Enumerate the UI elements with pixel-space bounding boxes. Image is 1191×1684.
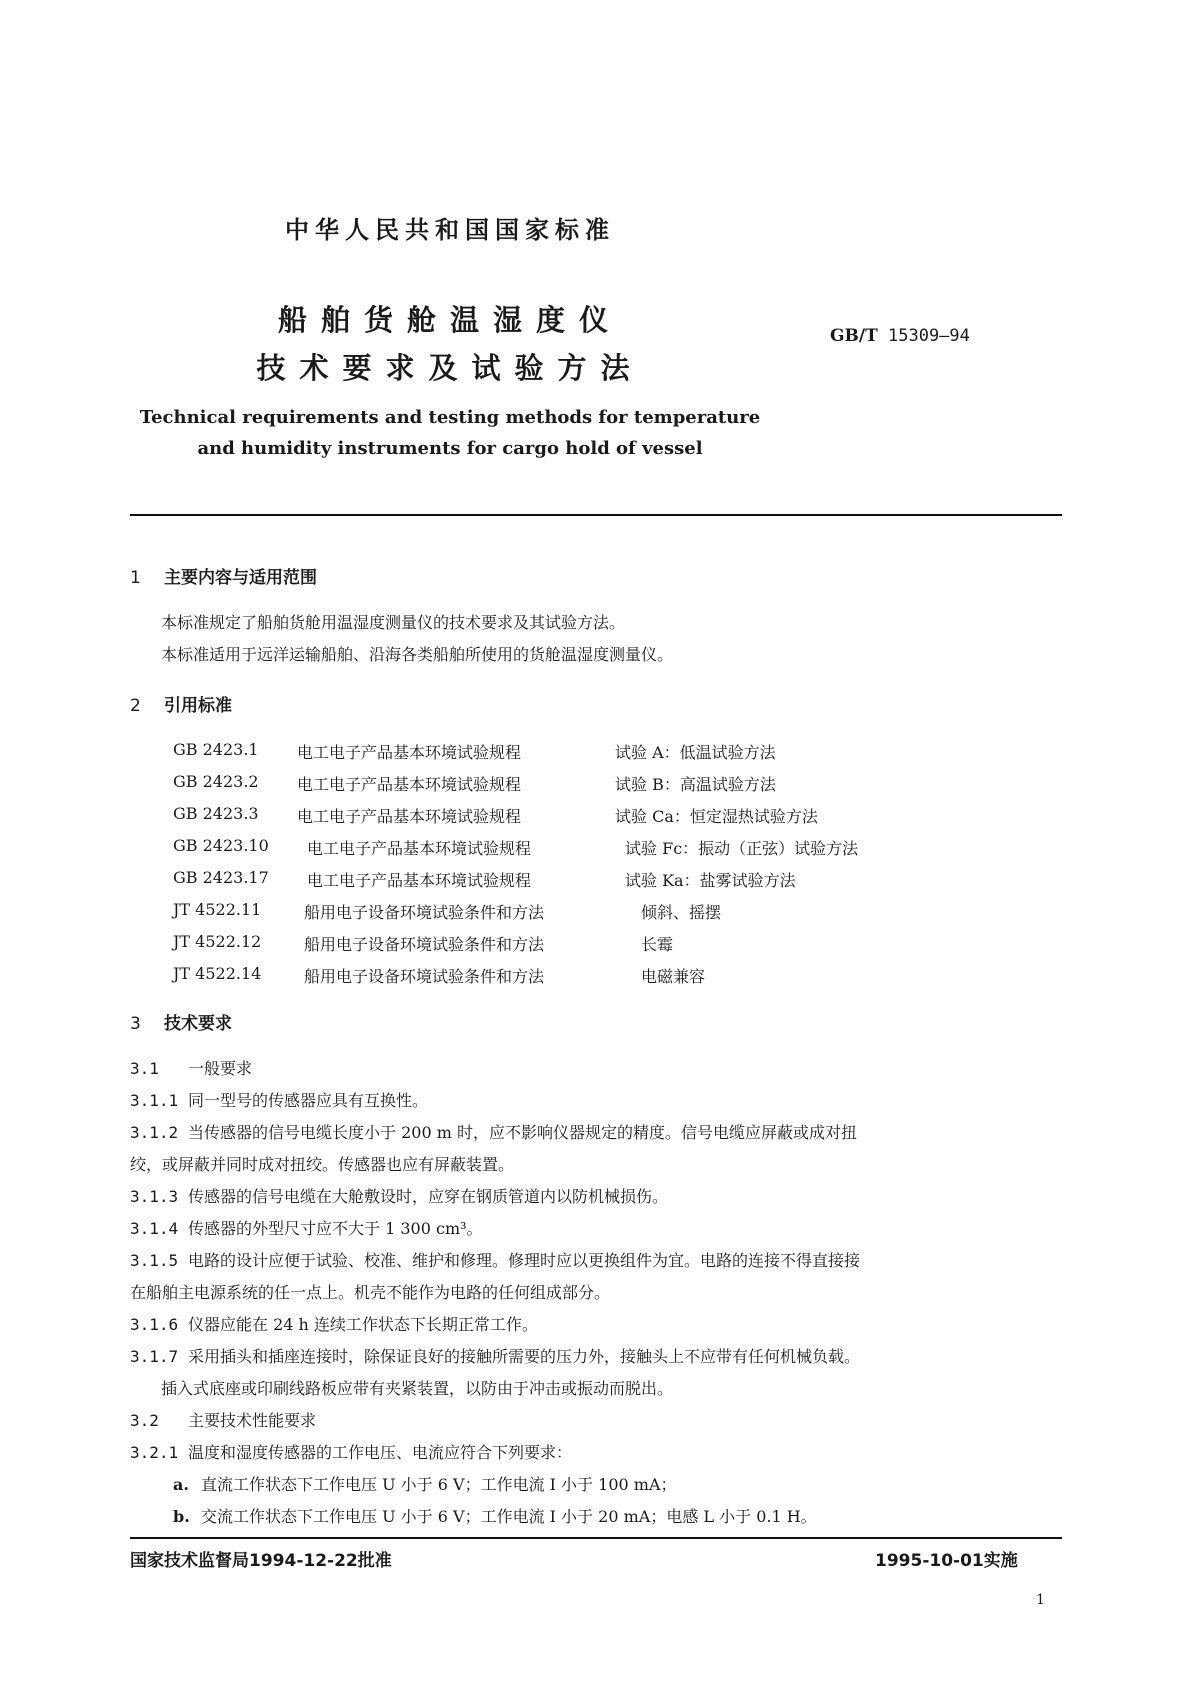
clause-number: 3.2.1 — [130, 1443, 179, 1462]
clause-number: 3.1 — [130, 1059, 159, 1078]
clause-text: 采用插头和插座连接时，除保证良好的接触所需要的压力外，接触头上不应带有任何机械负载。 — [188, 1347, 861, 1366]
english-title-line1: Technical requirements and testing methods for temperature — [139, 407, 761, 428]
footer-divider — [130, 1537, 1062, 1539]
section-title: 主要内容与适用范围 — [164, 568, 317, 588]
clause-text: 电路的设计应便于试验、校准、维护和修理。修理时应以更换组件为宜。电路的连接不得直接接 — [188, 1251, 861, 1270]
reference-name: 电工电子产品基本环境试验规程 — [297, 775, 522, 794]
clause-number: 3.1.1 — [130, 1091, 179, 1110]
paragraph: 本标准适用于远洋运输船舶、沿海各类船舶所使用的货舱温湿度测量仪。 — [161, 645, 674, 664]
english-title-line2: and humidity instruments for cargo hold of vessel — [197, 438, 703, 459]
clause-3-1-7-continued: 插入式底座或印刷线路板应带有夹紧装置，以防由于冲击或振动而脱出。 — [161, 1379, 674, 1398]
reference-test: 试验 Fc：振动（正弦）试验方法 — [625, 839, 859, 858]
approval-date: 国家技术监督局1994-12-22批准 — [130, 1551, 392, 1571]
clause-number: 3.1.6 — [130, 1315, 179, 1334]
clause-text: 温度和湿度传感器的工作电压、电流应符合下列要求： — [188, 1443, 573, 1462]
reference-test: 长霉 — [641, 935, 674, 954]
reference-name: 电工电子产品基本环境试验规程 — [297, 743, 522, 762]
reference-name: 电工电子产品基本环境试验规程 — [307, 871, 532, 890]
reference-code: GB 2423.2 — [173, 772, 259, 791]
list-item-b — [173, 1504, 817, 1527]
clause-text: 主要技术性能要求 — [188, 1411, 317, 1430]
reference-name: 船用电子设备环境试验条件和方法 — [304, 967, 545, 986]
header-divider — [130, 514, 1062, 516]
clause-3-1-5-continued: 在船舶主电源系统的任一点上。机壳不能作为电路的任何组成部分。 — [130, 1283, 611, 1302]
clause-number: 3.2 — [130, 1411, 159, 1430]
clause-text: 当传感器的信号电缆长度小于 200 m 时，应不影响仪器规定的精度。信号电缆应屏蔽或成对扭 — [188, 1123, 857, 1142]
section-number: 2 — [130, 696, 141, 716]
clause-3-2 — [130, 1408, 316, 1431]
section-title: 引用标准 — [164, 696, 232, 716]
paragraph: 本标准规定了船舶货舱用温湿度测量仪的技术要求及其试验方法。 — [161, 613, 626, 632]
reference-test: 试验 B：高温试验方法 — [615, 775, 776, 794]
clause-number: 3.1.3 — [130, 1187, 179, 1206]
document-title-line1: 船舶货舱温湿度仪 — [277, 303, 622, 337]
reference-code: JT 4522.14 — [173, 964, 262, 983]
clause-number: 3.1.5 — [130, 1251, 179, 1270]
clause-text: 仪器应能在 24 h 连续工作状态下长期正常工作。 — [188, 1315, 538, 1334]
reference-code: JT 4522.11 — [173, 900, 262, 919]
item-label: a. — [173, 1475, 189, 1494]
reference-test: 电磁兼容 — [641, 967, 706, 986]
clause-text: 传感器的外型尺寸应不大于 1 300 cm³。 — [188, 1219, 483, 1238]
reference-name: 电工电子产品基本环境试验规程 — [297, 807, 522, 826]
reference-test: 倾斜、摇摆 — [641, 903, 722, 922]
standard-prefix: GB/T — [830, 326, 878, 346]
list-item-a — [173, 1472, 677, 1495]
reference-test: 试验 A：低温试验方法 — [615, 743, 776, 762]
section-number: 1 — [130, 568, 141, 588]
reference-code: GB 2423.10 — [173, 836, 269, 855]
section-number: 3 — [130, 1014, 141, 1034]
clause-text: 传感器的信号电缆在大舱敷设时，应穿在钢质管道内以防机械损伤。 — [188, 1187, 669, 1206]
page-number: 1 — [1036, 1592, 1045, 1608]
clause-number: 3.1.4 — [130, 1219, 179, 1238]
item-text: 直流工作状态下工作电压 U 小于 6 V；工作电流 I 小于 100 mA； — [201, 1475, 677, 1494]
clause-number: 3.1.7 — [130, 1347, 179, 1366]
section-3-heading — [130, 1009, 232, 1034]
reference-code: GB 2423.1 — [173, 740, 259, 759]
reference-name: 船用电子设备环境试验条件和方法 — [304, 935, 545, 954]
reference-test: 试验 Ka：盐雾试验方法 — [625, 871, 796, 890]
reference-code: JT 4522.12 — [173, 932, 262, 951]
section-title: 技术要求 — [164, 1014, 232, 1034]
section-2-heading — [130, 691, 232, 716]
reference-code: GB 2423.17 — [173, 868, 269, 887]
reference-name: 船用电子设备环境试验条件和方法 — [304, 903, 545, 922]
reference-name: 电工电子产品基本环境试验规程 — [307, 839, 532, 858]
standard-code: 15309—94 — [888, 326, 970, 346]
clause-3-1-2 — [130, 1120, 857, 1143]
standard-number — [830, 326, 970, 346]
clause-3-2-1 — [130, 1440, 572, 1463]
clause-3-1-4 — [130, 1216, 483, 1239]
item-label: b. — [173, 1507, 190, 1526]
clause-number: 3.1.2 — [130, 1123, 179, 1142]
clause-3-1-7 — [130, 1344, 860, 1367]
clause-3-1-3 — [130, 1184, 668, 1207]
reference-test: 试验 Ca：恒定湿热试验方法 — [615, 807, 818, 826]
clause-3-1-2-continued: 绞，或屏蔽并同时成对扭绞。传感器也应有屏蔽装置。 — [130, 1155, 515, 1174]
document-title-line2: 技术要求及试验方法 — [256, 351, 644, 385]
reference-code: GB 2423.3 — [173, 804, 259, 823]
clause-text: 同一型号的传感器应具有互换性。 — [188, 1091, 429, 1110]
clause-3-1-1 — [130, 1088, 428, 1111]
item-text: 交流工作状态下工作电压 U 小于 6 V；工作电流 I 小于 20 mA；电感 L 小于 0.1 H。 — [201, 1507, 817, 1526]
national-standard-heading: 中华人民共和国国家标准 — [285, 216, 615, 244]
clause-3-1-5 — [130, 1248, 860, 1271]
effective-date: 1995-10-01实施 — [875, 1551, 1018, 1571]
clause-text: 一般要求 — [188, 1059, 253, 1078]
clause-3-1 — [130, 1056, 252, 1079]
section-1-heading — [130, 563, 317, 588]
clause-3-1-6 — [130, 1312, 538, 1335]
